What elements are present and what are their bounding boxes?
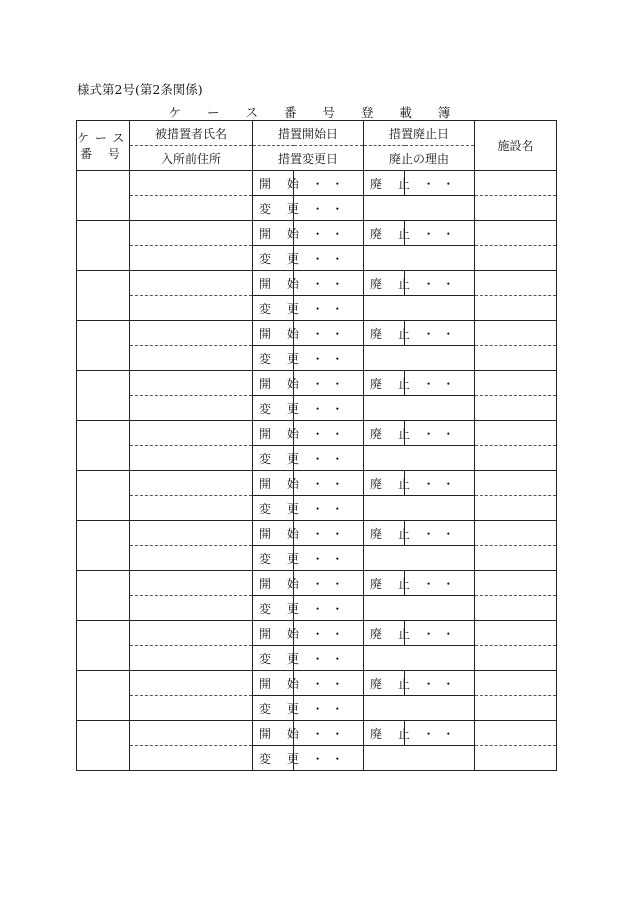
case-number-cell[interactable] — [77, 271, 130, 321]
name-cell[interactable] — [130, 271, 253, 296]
entry-row-change — [77, 246, 557, 271]
end-label: 廃 止 — [364, 221, 405, 246]
address-cell[interactable] — [130, 246, 253, 271]
end-reason-cell[interactable] — [364, 396, 475, 421]
start-date-cell[interactable]: ・ ・ — [294, 221, 364, 246]
case-number-cell[interactable] — [77, 571, 130, 621]
change-label: 変 更 — [253, 596, 294, 621]
prior-address-header: 入所前住所 — [130, 146, 253, 171]
end-label: 廃 止 — [364, 571, 405, 596]
change-date-cell[interactable]: ・ ・ — [294, 596, 364, 621]
end-date-cell[interactable]: ・ ・ — [405, 171, 475, 196]
start-date-cell[interactable]: ・ ・ — [294, 271, 364, 296]
end-date-cell[interactable]: ・ ・ — [405, 621, 475, 646]
entry-row-change — [77, 696, 557, 721]
case-number-cell[interactable] — [77, 371, 130, 421]
entry-row-change — [77, 296, 557, 321]
change-label: 変 更 — [253, 246, 294, 271]
start-date-cell[interactable]: ・ ・ — [294, 671, 364, 696]
case-register-table — [76, 120, 557, 771]
end-label: 廃 止 — [364, 171, 405, 196]
case-number-cell[interactable] — [77, 171, 130, 221]
end-reason-cell[interactable] — [364, 746, 475, 771]
start-label: 開 始 — [253, 621, 294, 646]
case-number-cell[interactable] — [77, 221, 130, 271]
case-number-header-line2: 番 号 — [80, 146, 126, 161]
entry-row-start — [77, 171, 557, 196]
facility-cell[interactable] — [475, 571, 557, 596]
address-cell[interactable] — [130, 396, 253, 421]
entry-row-change — [77, 596, 557, 621]
entry-row-start — [77, 521, 557, 546]
end-label: 廃 止 — [364, 371, 405, 396]
end-date-cell[interactable]: ・ ・ — [405, 571, 475, 596]
facility-cell-lower[interactable] — [475, 596, 557, 621]
facility-cell-lower[interactable] — [475, 496, 557, 521]
entry-row-change — [77, 746, 557, 771]
end-label: 廃 止 — [364, 721, 405, 746]
facility-cell[interactable] — [475, 271, 557, 296]
entry-row-start — [77, 621, 557, 646]
case-number-header — [77, 121, 130, 171]
end-date-cell[interactable]: ・ ・ — [405, 721, 475, 746]
case-number-header-line1: ケース — [77, 130, 131, 145]
end-label: 廃 止 — [364, 421, 405, 446]
facility-cell-lower[interactable] — [475, 696, 557, 721]
end-label: 廃 止 — [364, 621, 405, 646]
name-cell[interactable] — [130, 521, 253, 546]
end-label: 廃 止 — [364, 471, 405, 496]
facility-cell-lower[interactable] — [475, 746, 557, 771]
address-cell[interactable] — [130, 646, 253, 671]
address-cell[interactable] — [130, 496, 253, 521]
start-date-cell[interactable]: ・ ・ — [294, 171, 364, 196]
entry-row-change — [77, 196, 557, 221]
start-label: 開 始 — [253, 171, 294, 196]
form-number-label: 様式第2号(第2条関係) — [77, 82, 203, 97]
form-title: ケ ー ス 番 号 登 載 簿 — [168, 105, 462, 120]
end-reason-cell[interactable] — [364, 646, 475, 671]
end-date-cell[interactable]: ・ ・ — [405, 521, 475, 546]
start-date-cell[interactable]: ・ ・ — [294, 571, 364, 596]
end-reason-cell[interactable] — [364, 446, 475, 471]
change-date-cell[interactable]: ・ ・ — [294, 496, 364, 521]
end-reason-cell[interactable] — [364, 196, 475, 221]
end-date-cell[interactable]: ・ ・ — [405, 221, 475, 246]
end-date-header: 措置廃止日 — [364, 121, 475, 146]
entry-row-start — [77, 221, 557, 246]
change-date-cell[interactable]: ・ ・ — [294, 646, 364, 671]
end-date-cell[interactable]: ・ ・ — [405, 371, 475, 396]
entry-row-change — [77, 446, 557, 471]
name-cell[interactable] — [130, 371, 253, 396]
entry-row-start — [77, 371, 557, 396]
address-cell[interactable] — [130, 746, 253, 771]
start-label: 開 始 — [253, 721, 294, 746]
case-number-cell[interactable] — [77, 521, 130, 571]
case-number-cell[interactable] — [77, 621, 130, 671]
entry-row-start — [77, 721, 557, 746]
change-date-header: 措置変更日 — [253, 146, 364, 171]
entry-row-start — [77, 471, 557, 496]
end-reason-cell[interactable] — [364, 546, 475, 571]
change-label: 変 更 — [253, 546, 294, 571]
entry-row-start — [77, 421, 557, 446]
facility-cell[interactable] — [475, 221, 557, 246]
start-date-cell[interactable]: ・ ・ — [294, 421, 364, 446]
change-label: 変 更 — [253, 646, 294, 671]
start-label: 開 始 — [253, 271, 294, 296]
change-label: 変 更 — [253, 296, 294, 321]
start-date-cell[interactable]: ・ ・ — [294, 471, 364, 496]
name-cell[interactable] — [130, 321, 253, 346]
end-reason-header: 廃止の理由 — [364, 146, 475, 171]
start-date-cell[interactable]: ・ ・ — [294, 371, 364, 396]
start-label: 開 始 — [253, 321, 294, 346]
start-date-cell[interactable]: ・ ・ — [294, 521, 364, 546]
change-date-cell[interactable]: ・ ・ — [294, 696, 364, 721]
name-cell[interactable] — [130, 221, 253, 246]
change-label: 変 更 — [253, 496, 294, 521]
entry-row-change — [77, 546, 557, 571]
change-date-cell[interactable]: ・ ・ — [294, 346, 364, 371]
end-date-cell[interactable]: ・ ・ — [405, 421, 475, 446]
name-header: 被措置者氏名 — [130, 121, 253, 146]
entry-row-start — [77, 321, 557, 346]
facility-cell-lower[interactable] — [475, 196, 557, 221]
address-cell[interactable] — [130, 296, 253, 321]
start-label: 開 始 — [253, 371, 294, 396]
entry-row-start — [77, 671, 557, 696]
facility-cell[interactable] — [475, 171, 557, 196]
facility-cell-lower[interactable] — [475, 396, 557, 421]
change-label: 変 更 — [253, 746, 294, 771]
end-reason-cell[interactable] — [364, 496, 475, 521]
change-date-cell[interactable]: ・ ・ — [294, 746, 364, 771]
facility-header: 施設名 — [475, 121, 557, 171]
end-reason-cell[interactable] — [364, 346, 475, 371]
facility-cell-lower[interactable] — [475, 246, 557, 271]
facility-cell[interactable] — [475, 421, 557, 446]
end-date-cell[interactable]: ・ ・ — [405, 671, 475, 696]
facility-cell[interactable] — [475, 471, 557, 496]
change-date-cell[interactable]: ・ ・ — [294, 246, 364, 271]
change-label: 変 更 — [253, 396, 294, 421]
case-number-cell[interactable] — [77, 421, 130, 471]
end-label: 廃 止 — [364, 521, 405, 546]
entry-row-change — [77, 396, 557, 421]
facility-cell-lower[interactable] — [475, 346, 557, 371]
facility-cell-lower[interactable] — [475, 646, 557, 671]
start-date-cell[interactable]: ・ ・ — [294, 321, 364, 346]
entry-row-change — [77, 346, 557, 371]
end-reason-cell[interactable] — [364, 696, 475, 721]
name-cell[interactable] — [130, 421, 253, 446]
entry-row-change — [77, 646, 557, 671]
change-date-cell[interactable]: ・ ・ — [294, 196, 364, 221]
address-cell[interactable] — [130, 196, 253, 221]
address-cell[interactable] — [130, 596, 253, 621]
change-label: 変 更 — [253, 696, 294, 721]
facility-cell[interactable] — [475, 321, 557, 346]
name-cell[interactable] — [130, 171, 253, 196]
address-cell[interactable] — [130, 446, 253, 471]
change-date-cell[interactable]: ・ ・ — [294, 396, 364, 421]
entry-row-start — [77, 271, 557, 296]
start-label: 開 始 — [253, 421, 294, 446]
facility-cell[interactable] — [475, 371, 557, 396]
start-date-header: 措置開始日 — [253, 121, 364, 146]
end-reason-cell[interactable] — [364, 246, 475, 271]
change-label: 変 更 — [253, 196, 294, 221]
facility-cell[interactable] — [475, 671, 557, 696]
start-label: 開 始 — [253, 471, 294, 496]
start-label: 開 始 — [253, 671, 294, 696]
address-cell[interactable] — [130, 346, 253, 371]
end-date-cell[interactable]: ・ ・ — [405, 471, 475, 496]
end-reason-cell[interactable] — [364, 596, 475, 621]
case-number-cell[interactable] — [77, 721, 130, 771]
end-date-cell[interactable]: ・ ・ — [405, 271, 475, 296]
address-cell[interactable] — [130, 546, 253, 571]
case-number-cell[interactable] — [77, 321, 130, 371]
facility-cell-lower[interactable] — [475, 546, 557, 571]
name-cell[interactable] — [130, 571, 253, 596]
start-label: 開 始 — [253, 221, 294, 246]
end-reason-cell[interactable] — [364, 296, 475, 321]
case-number-cell[interactable] — [77, 671, 130, 721]
name-cell[interactable] — [130, 621, 253, 646]
facility-cell-lower[interactable] — [475, 446, 557, 471]
change-date-cell[interactable]: ・ ・ — [294, 546, 364, 571]
case-number-cell[interactable] — [77, 471, 130, 521]
facility-cell[interactable] — [475, 721, 557, 746]
start-label: 開 始 — [253, 571, 294, 596]
name-cell[interactable] — [130, 671, 253, 696]
change-date-cell[interactable]: ・ ・ — [294, 296, 364, 321]
end-label: 廃 止 — [364, 671, 405, 696]
end-label: 廃 止 — [364, 271, 405, 296]
address-cell[interactable] — [130, 696, 253, 721]
change-label: 変 更 — [253, 446, 294, 471]
end-label: 廃 止 — [364, 321, 405, 346]
start-date-cell[interactable]: ・ ・ — [294, 621, 364, 646]
start-date-cell[interactable]: ・ ・ — [294, 721, 364, 746]
name-cell[interactable] — [130, 471, 253, 496]
facility-cell[interactable] — [475, 621, 557, 646]
facility-cell-lower[interactable] — [475, 296, 557, 321]
change-label: 変 更 — [253, 346, 294, 371]
change-date-cell[interactable]: ・ ・ — [294, 446, 364, 471]
facility-cell[interactable] — [475, 521, 557, 546]
header-row-1 — [77, 121, 557, 146]
ledger-body — [77, 171, 557, 771]
end-date-cell[interactable]: ・ ・ — [405, 321, 475, 346]
entry-row-start — [77, 571, 557, 596]
start-label: 開 始 — [253, 521, 294, 546]
name-cell[interactable] — [130, 721, 253, 746]
entry-row-change — [77, 496, 557, 521]
